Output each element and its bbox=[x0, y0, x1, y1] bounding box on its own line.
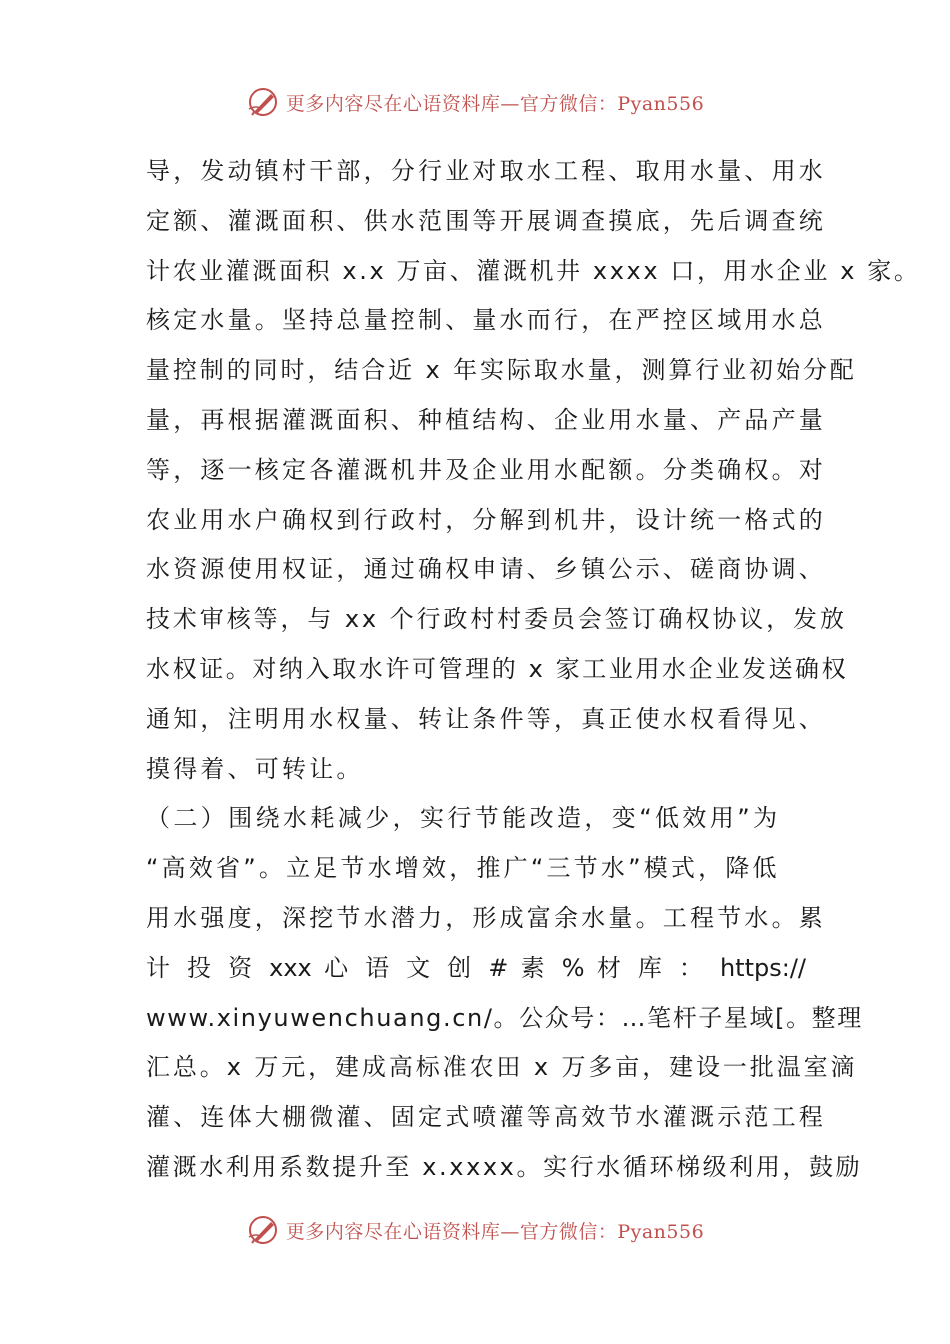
text-line: 量控制的同时，结合近 x 年实际取水量，测算行业初始分配 bbox=[146, 356, 857, 385]
text-line: 水资源使用权证，通过确权申请、乡镇公示、磋商协调、 bbox=[146, 555, 826, 584]
text-line: 等，逐一核定各灌溉机井及企业用水配额。分类确权。对 bbox=[146, 455, 826, 484]
text-line: 技术审核等，与 xx 个行政村村委员会签订确权协议，发放 bbox=[146, 605, 847, 634]
text-line: 汇总。x 万元，建成高标准农田 x 万多亩，建设一批温室滴 bbox=[146, 1053, 858, 1082]
watermark-text: 更多内容尽在心语资料库—官方微信：Pyan556 bbox=[285, 1220, 705, 1243]
text-line: 用水强度，深挖节水潜力，形成富余水量。工程节水。累 bbox=[146, 903, 826, 932]
text-line: www.xinyuwenchuang.cn/。公众号：…笔杆子星域[。整理 bbox=[146, 1003, 863, 1032]
watermark-text: 更多内容尽在心语资料库—官方微信：Pyan556 bbox=[285, 92, 705, 115]
quill-pen-logo bbox=[246, 1213, 280, 1247]
text-line: 核定水量。坚持总量控制、量水而行，在严控区域用水总 bbox=[146, 306, 826, 335]
text-line: 计农业灌溉面积 x.x 万亩、灌溉机井 xxxx 口，用水企业 x 家。 bbox=[146, 256, 921, 285]
text-line: 农业用水户确权到行政村，分解到机井，设计统一格式的 bbox=[146, 505, 826, 534]
text-line: 定额、灌溉面积、供水范围等开展调查摸底，先后调查统 bbox=[146, 206, 826, 235]
quill-pen-logo bbox=[246, 85, 280, 119]
text-line: 计 投 资 xxx 心 语 文 创 # 素 % 材 库 ： https:// bbox=[146, 953, 806, 982]
text-line: 灌、连体大棚微灌、固定式喷灌等高效节水灌溉示范工程 bbox=[146, 1103, 826, 1132]
document-body bbox=[146, 147, 921, 1193]
text-line: “高效省”。立足节水增效，推广“三节水”模式，降低 bbox=[146, 854, 780, 883]
section-heading-line: （二）围绕水耗减少，实行节能改造，变“低效用”为 bbox=[146, 804, 781, 833]
text-line: 水权证。对纳入取水许可管理的 x 家工业用水企业发送确权 bbox=[146, 654, 849, 683]
text-line: 灌溉水利用系数提升至 x.xxxx。实行水循环梯级利用，鼓励 bbox=[146, 1152, 863, 1181]
text-line: 量，再根据灌溉面积、种植结构、企业用水量、产品产量 bbox=[146, 405, 826, 434]
header-watermark bbox=[0, 82, 950, 122]
footer-watermark bbox=[0, 1210, 950, 1250]
text-line: 导，发动镇村干部，分行业对取水工程、取用水量、用水 bbox=[146, 157, 826, 185]
text-line: 通知，注明用水权量、转让条件等，真正使水权看得见、 bbox=[146, 704, 826, 733]
text-line: 摸得着、可转让。 bbox=[146, 754, 364, 783]
